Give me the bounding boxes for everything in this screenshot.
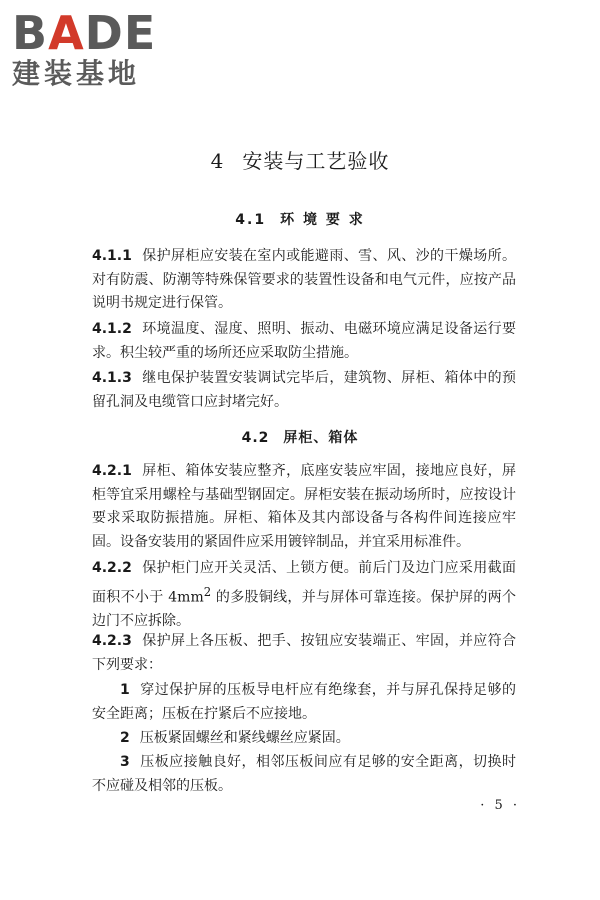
clause-number: 4.1.1 [92, 248, 132, 264]
logo-subtitle: 建装基地 [12, 57, 141, 90]
item-text: 压板应接触良好，相邻压板间应有足够的安全距离，切换时不应碰及相邻的压板。 [92, 754, 516, 794]
clause-4-1-2 [92, 318, 516, 365]
list-item-3 [92, 751, 516, 798]
section-number: 4.2 [241, 430, 270, 446]
section-title-text: 环 境 要 求 [280, 212, 365, 228]
clause-text: 保护屏柜应安装在室内或能避雨、雪、风、沙的干燥场所。对有防震、防潮等特殊保管要求的装置性设备和电气元件，应按产品说明书规定进行保管。 [92, 248, 516, 311]
section-title-4-2 [0, 428, 600, 448]
item-number: 3 [120, 754, 130, 770]
item-text: 压板紧固螺丝和紧线螺丝应紧固。 [139, 730, 350, 746]
clause-number: 4.2.2 [92, 560, 132, 576]
clause-text: 环境温度、湿度、照明、振动、电磁环境应满足设备运行要求。积尘较严重的场所还应采取防尘措施。 [92, 321, 516, 361]
clause-number: 4.2.3 [92, 633, 132, 649]
clause-number: 4.1.2 [92, 321, 132, 337]
section-title-4-1 [0, 210, 600, 230]
clause-text: 保护屏上各压板、把手、按钮应安装端正、牢固，并应符合下列要求： [92, 633, 516, 673]
clause-4-2-1 [92, 460, 516, 554]
brand-logo [12, 8, 182, 96]
logo-wordmark [12, 8, 182, 58]
chapter-title-text: 安装与工艺验收 [242, 149, 390, 173]
clause-number: 4.2.1 [92, 463, 132, 479]
chapter-number: 4 [210, 149, 225, 173]
clause-4-2-2 [92, 557, 516, 633]
list-item-1 [92, 679, 516, 726]
clause-text: 继电保护装置安装调试完毕后，建筑物、屏柜、箱体中的预留孔洞及电缆管口应封堵完好。 [92, 370, 516, 410]
item-text: 穿过保护屏的压板导电杆应有绝缘套，并与屏孔保持足够的安全距离；压板在拧紧后不应接地。 [92, 682, 516, 722]
clause-4-1-3 [92, 367, 516, 414]
clause-4-1-1 [92, 245, 516, 316]
clause-4-2-3 [92, 630, 516, 677]
item-number: 2 [120, 730, 130, 746]
logo-letter: B [12, 6, 49, 60]
list-item-2 [92, 727, 516, 751]
section-title-text: 屏柜、箱体 [283, 430, 359, 446]
clause-text-after: 的多股铜线，并与屏体可靠连接。保护屏的两个边门不应拆除。 [92, 589, 516, 629]
superscript: 2 [203, 584, 212, 599]
chapter-title [0, 148, 600, 174]
page-number: · 5 · [480, 798, 520, 813]
item-number: 1 [120, 682, 130, 698]
logo-accent-letter: A [48, 6, 85, 60]
logo-letters: DE [84, 6, 157, 60]
clause-text-before: 保护柜门应开关灵活、上锁方便。前后门及边门应采用截面面积不小于 4mm [92, 560, 516, 606]
clause-text: 屏柜、箱体安装应整齐，底座安装应牢固，接地应良好，屏柜等宜采用螺栓与基础型钢固定。屏柜安装在振动场所时，应按设计要求采取防振措施。屏柜、箱体及其内部设备与各构件间连接应牢固。设备安装用的紧固件应采用镀锌制品，并宜采用标准件。 [92, 463, 516, 550]
clause-number: 4.1.3 [92, 370, 132, 386]
section-number: 4.1 [235, 212, 267, 228]
